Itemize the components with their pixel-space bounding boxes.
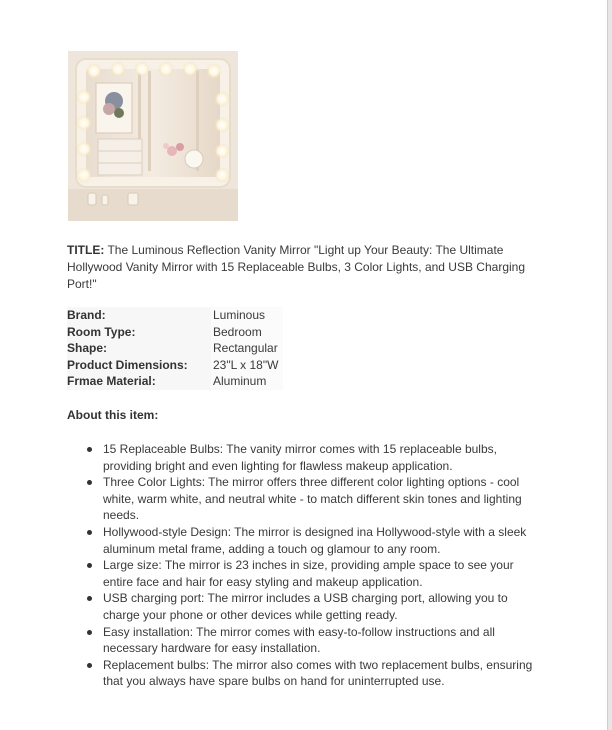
list-item-text: Easy installation: The mirror comes with easy-to-follow instructions and all necessary hardware for easy installation. <box>103 624 495 656</box>
spec-row-room-type <box>67 324 287 341</box>
spec-key: Frmae Material: <box>67 373 211 390</box>
list-item <box>86 657 536 690</box>
list-item-text: Replacement bulbs: The mirror also comes with two replacement bulbs, ensuring that you always have spare bulbs on hand for uninterrupted use. <box>103 657 533 689</box>
list-item <box>86 524 536 557</box>
spec-row-frame-material <box>67 373 287 390</box>
title-text: The Luminous Reflection Vanity Mirror "Light up Your Beauty: The Ultimate Hollywood Vanity Mirror with 15 Replaceable Bulbs, 3 Color Lights, and USB Charging Port!" <box>67 243 526 291</box>
list-item-text: Hollywood-style Design: The mirror is designed ina Hollywood-style with a sleek aluminum metal frame, adding a touch og glamour to any room. <box>103 524 527 556</box>
bullet-icon <box>87 480 92 485</box>
list-item <box>86 441 536 474</box>
spec-key: Product Dimensions: <box>67 357 211 374</box>
bullet-icon <box>87 663 92 668</box>
product-title <box>67 242 537 293</box>
spec-value: Aluminum <box>211 373 283 390</box>
spec-value: Luminous <box>211 307 283 324</box>
list-item <box>86 624 536 657</box>
spec-value: Rectangular <box>211 340 283 357</box>
spec-table <box>67 307 287 390</box>
list-item-text: Three Color Lights: The mirror offers three different color lighting options - cool white, warm white, and neutral white - to match different skin tones and lighting needs. <box>103 475 522 523</box>
spec-value: Bedroom <box>211 324 283 341</box>
spec-row-shape <box>67 340 287 357</box>
about-heading: About this item: <box>67 408 159 422</box>
spec-value: 23"L x 18"W <box>211 357 283 374</box>
bullet-icon <box>87 530 92 535</box>
vanity-mirror-photo <box>68 51 238 221</box>
product-image <box>68 51 238 221</box>
list-item-text: 15 Replaceable Bulbs: The vanity mirror comes with 15 replaceable bulbs, providing bright and even lighting for flawless makeup application. <box>103 442 497 473</box>
spec-key: Brand: <box>67 307 211 324</box>
feature-list <box>86 441 536 690</box>
spec-row-dimensions <box>67 357 287 374</box>
list-item <box>86 590 536 623</box>
bullet-icon <box>87 447 92 452</box>
spec-key: Shape: <box>67 340 211 357</box>
list-item-text: Large size: The mirror is 23 inches in size, providing ample space to see your entire face and hair for easy styling and makeup application. <box>103 558 514 589</box>
page-edge <box>607 0 612 730</box>
bullet-icon <box>87 563 92 568</box>
list-item <box>86 474 536 524</box>
bullet-icon <box>87 630 92 635</box>
bullet-icon <box>87 596 92 601</box>
title-label: TITLE: <box>67 243 105 257</box>
list-item-text: USB charging port: The mirror includes a USB charging port, allowing you to charge your phone or other devices while getting ready. <box>103 591 508 622</box>
list-item <box>86 557 536 590</box>
spec-row-brand <box>67 307 287 324</box>
spec-key: Room Type: <box>67 324 211 341</box>
